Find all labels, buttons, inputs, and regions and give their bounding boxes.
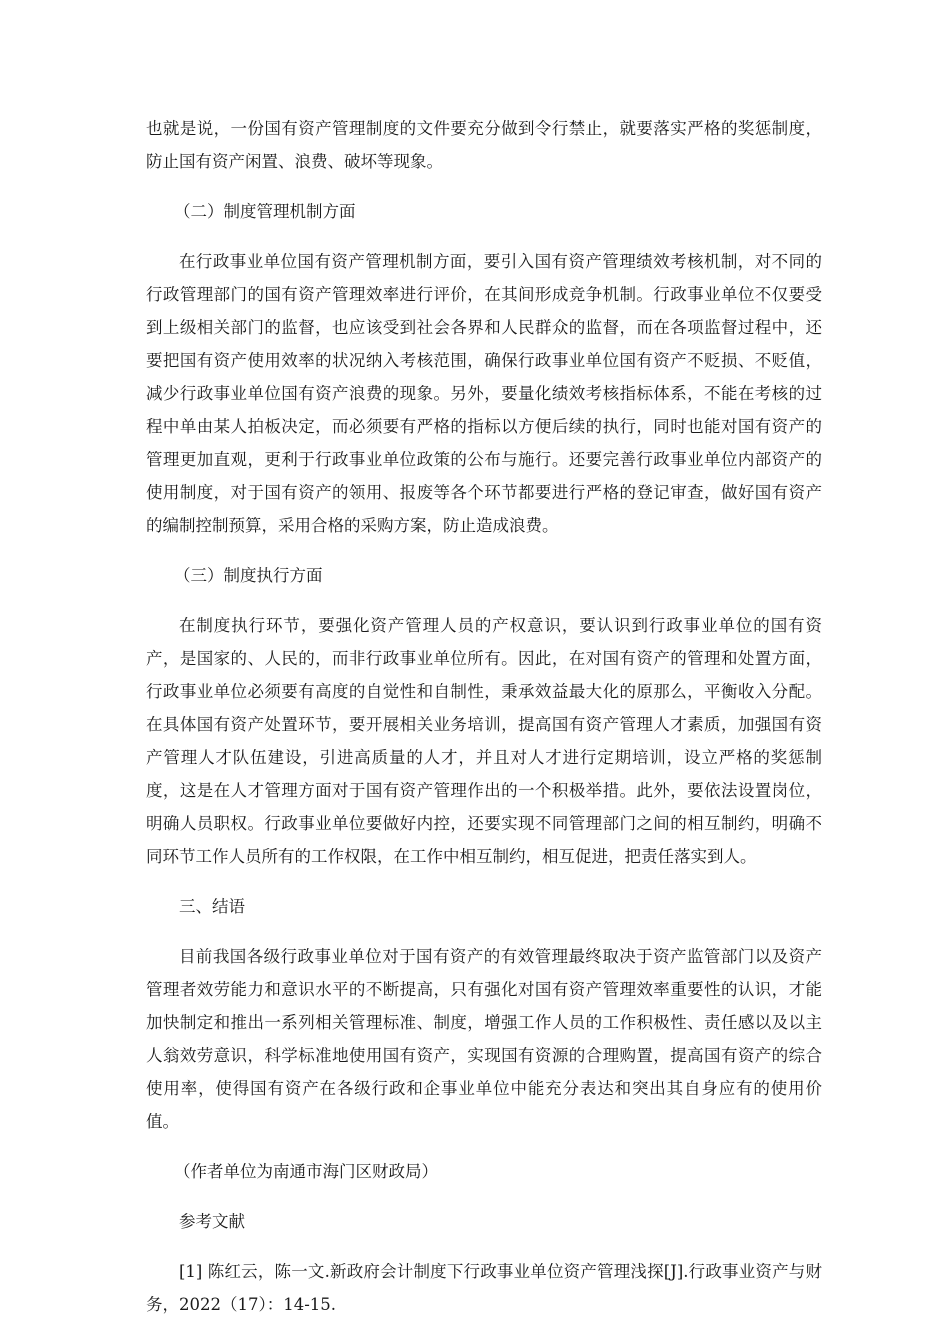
section-3-body: 在制度执行环节，要强化资产管理人员的产权意识，要认识到行政事业单位的国有资产，是国家的、人民的，而非行政事业单位所有。因此，在对国有资产的管理和处置方面，行政事业单位必须要有高度的自觉性和自制性，秉承效益最大化的原那么，平衡收入分配。在具体国有资产处置环节，要开展相关业务培训，提高国有资产管理人才素质，加强国有资产管理人才队伍建设，引进高质量的人才，并且对人才进行定期培训，设立严格的奖惩制度，这是在人才管理方面对于国有资产管理作出的一个积极举措。此外，要依法设置岗位，明确人员职权。行政事业单位要做好内控，还要实现不同管理部门之间的相互制约，明确不同环节工作人员所有的工作权限，在工作中相互制约，相互促进，把责任落实到人。 <box>146 616 822 866</box>
continuation-paragraph: 也就是说，一份国有资产管理制度的文件要充分做到令行禁止，就要落实严格的奖惩制度，防止国有资产闲置、浪费、破坏等现象。 <box>146 119 822 171</box>
references-heading: 参考文献 <box>179 1212 245 1231</box>
section-3-heading: （三）制度执行方面 <box>174 566 323 585</box>
author-affiliation: （作者单位为南通市海门区财政局） <box>174 1162 439 1181</box>
conclusion-heading: 三、结语 <box>179 897 245 916</box>
section-2-body: 在行政事业单位国有资产管理机制方面，要引入国有资产管理绩效考核机制，对不同的行政管理部门的国有资产管理效率进行评价，在其间形成竞争机制。行政事业单位不仅要受到上级相关部门的监督，也应该受到社会各界和人民群众的监督，而在各项监督过程中，还要把国有资产使用效率的状况纳入考核范围，确保行政事业单位国有资产不贬损、不贬值，减少行政事业单位国有资产浪费的现象。另外，要量化绩效考核指标体系，不能在考核的过程中单由某人拍板决定，而必须要有严格的指标以方便后续的执行，同时也能对国有资产的管理更加直观，更利于行政事业单位政策的公布与施行。还要完善行政事业单位内部资产的使用制度，对于国有资产的领用、报废等各个环节都要进行严格的登记审查，做好国有资产的编制控制预算，采用合格的采购方案，防止造成浪费。 <box>146 252 822 535</box>
section-2-heading: （二）制度管理机制方面 <box>174 202 356 221</box>
reference-item: [1] 陈红云，陈一文.新政府会计制度下行政事业单位资产管理浅探[J].行政事业资产与财务，2022（17）：14-15. <box>146 1262 822 1314</box>
conclusion-body: 目前我国各级行政事业单位对于国有资产的有效管理最终取决于资产监管部门以及资产管理者效劳能力和意识水平的不断提高，只有强化对国有资产管理效率重要性的认识，才能加快制定和推出一系列相关管理标准、制度，增强工作人员的工作积极性、责任感以及以主人翁效劳意识，科学标准地使用国有资产，实现国有资源的合理购置，提高国有资产的综合使用率，使得国有资产在各级行政和企事业单位中能充分表达和突出其自身应有的使用价值。 <box>146 947 822 1131</box>
document-page <box>146 112 822 1321</box>
